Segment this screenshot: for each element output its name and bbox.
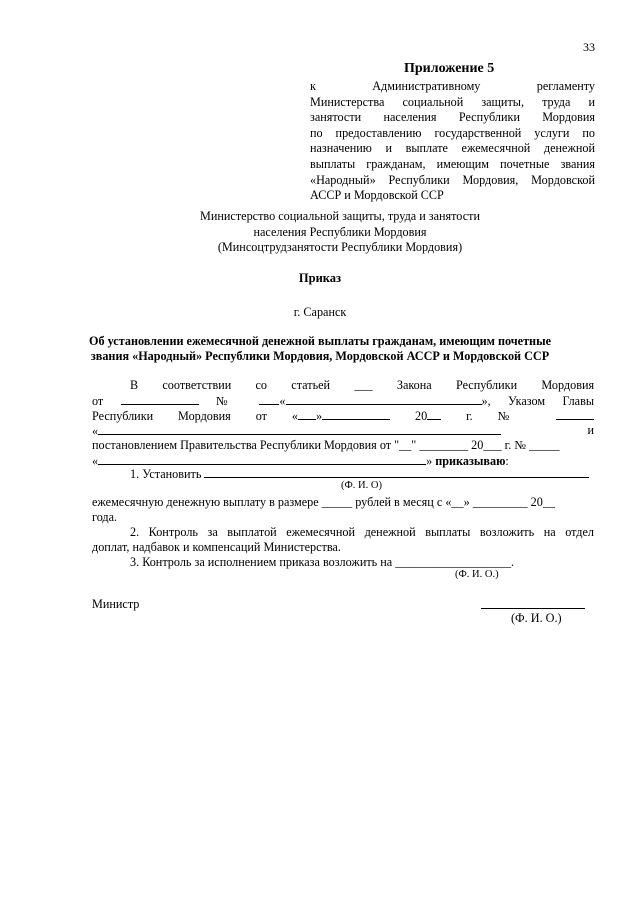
page-number: 33 (583, 40, 595, 54)
appendix-title: Приложение 5 (404, 61, 495, 76)
ministry-name-line1: Министерство социальной защиты, труда и занятости (200, 209, 480, 223)
order-heading-line1: Об установлении ежемесячной денежной выплаты гражданам, имеющим почетные (88, 334, 552, 348)
fio-caption: (Ф. И. О) (341, 480, 382, 491)
blank-field (259, 393, 279, 405)
ministry-short-name: (Минсоцтрудзанятости Республики Мордовия) (217, 240, 463, 254)
signature-role: Министр (92, 597, 140, 611)
blank-field (427, 408, 441, 420)
body-line: « и (92, 423, 594, 438)
appendix-line: Министерства социальной защиты, труда и (310, 94, 595, 109)
item-3: 3. Контроль за исполнением приказа возложить на ___________________. (130, 555, 515, 569)
appendix-line: назначению и выплате ежемесячной денежной (310, 141, 596, 156)
signature-line (481, 608, 585, 609)
order-city: г. Саранск (293, 305, 347, 319)
item-2: 2. Контроль за выплатой ежемесячной денежной выплаты возложить на отдел (130, 525, 594, 539)
order-title: Приказ (298, 271, 342, 285)
blank-field (286, 393, 482, 405)
ministry-name-line2: населения Республики Мордовия (253, 224, 427, 239)
body-line: В соответствии со статьей ___ Закона Республики Мордовия (130, 378, 595, 392)
body-line: постановлением Правительства Республики Мордовия от "__" ________ 20___ г. № _____ (92, 438, 560, 452)
body-line: « » приказываю: (92, 454, 509, 468)
blank-field (98, 453, 426, 465)
blank-field (121, 393, 199, 405)
appendix-line: к Административному регламенту (310, 79, 596, 93)
appendix-line: АССР и Мордовской ССР (310, 188, 444, 203)
appendix-line: по предоставлению государственной услуги по (310, 125, 595, 140)
blank-field (322, 408, 390, 420)
signature-caption: (Ф. И. О.) (511, 611, 562, 625)
body-line: ежемесячную денежную выплату в размере _____ рублей в месяц с «__» _________ 20__ (92, 495, 556, 509)
appendix-line: «Народный» Республики Мордовия, Мордовской (310, 172, 596, 187)
ministry-header (150, 209, 530, 256)
blank-field (98, 423, 501, 435)
appendix-line: выплаты гражданам, имеющим почетные звания (310, 156, 596, 171)
order-heading-line2: звания «Народный» Республики Мордовия, Мордовской АССР и Мордовской ССР (90, 349, 550, 363)
body-line: Республики Мордовия от « » 20 г. № (92, 408, 594, 424)
body-line: доплат, надбавок и компенсаций Министерства. (92, 540, 341, 554)
item-1: 1. Установить (130, 466, 589, 482)
body-line: года. (92, 510, 118, 524)
blank-field (556, 408, 594, 420)
appendix-line: занятости населения Республики Мордовия (310, 110, 596, 125)
body-line: от № « », Указом Главы (92, 394, 595, 408)
blank-field (298, 408, 316, 420)
fio-caption: (Ф. И. О.) (455, 569, 499, 580)
appendix-text (310, 79, 595, 204)
blank-field (204, 466, 589, 478)
